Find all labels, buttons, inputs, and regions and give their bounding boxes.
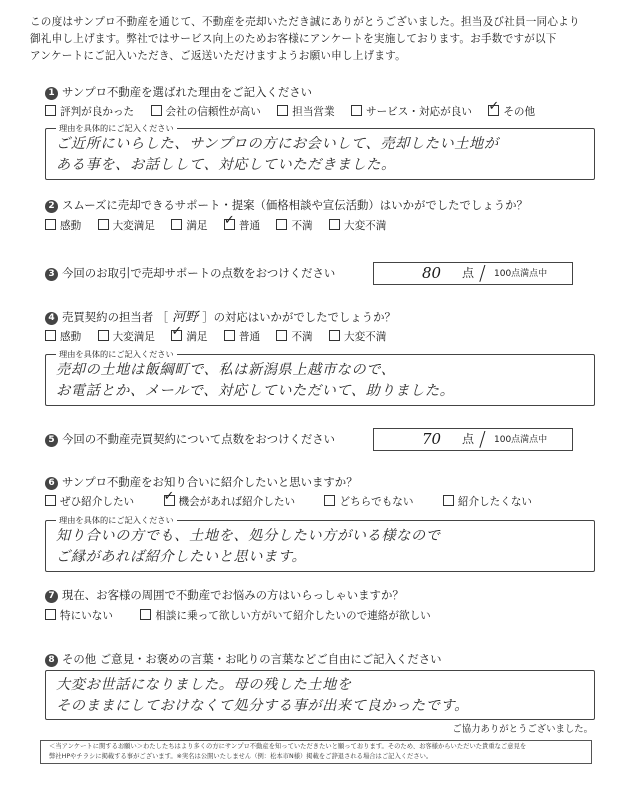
checkbox-checked[interactable] bbox=[488, 105, 499, 116]
question-3 bbox=[45, 265, 335, 281]
checkbox[interactable] bbox=[329, 219, 340, 230]
question-2 bbox=[45, 197, 528, 213]
q4-options bbox=[45, 330, 399, 345]
q2-option[interactable]: 大変不満 bbox=[329, 219, 386, 234]
slash-divider: / bbox=[479, 261, 486, 285]
checkbox[interactable] bbox=[140, 609, 151, 620]
question-1 bbox=[45, 84, 312, 100]
checkbox[interactable] bbox=[98, 219, 109, 230]
score-unit: 点 bbox=[462, 432, 475, 446]
q4-option[interactable]: 不満 bbox=[276, 330, 312, 345]
footer-line: 弊社HPやチラシに掲載する事がございます。※実名は公開いたしません（例：松本市N様）掲載をご辞退される場合はご記入ください。 bbox=[49, 753, 433, 760]
intro-line: アンケートにご記入いただき、ご返送いただけますようお願い申し上げます。 bbox=[30, 50, 406, 62]
q3-score-field[interactable] bbox=[373, 262, 573, 285]
score-unit: 点 bbox=[462, 266, 475, 280]
handwritten-answer: そのままにしておけなくて処分する事が出来て良かったです。 bbox=[56, 698, 469, 714]
checkbox[interactable] bbox=[224, 330, 235, 341]
q1-option[interactable]: サービス・対応が良い bbox=[351, 105, 472, 120]
q6-reason-box[interactable] bbox=[45, 515, 595, 572]
question-number: 2 bbox=[45, 200, 58, 213]
q7-option[interactable]: 特にいない bbox=[45, 609, 113, 624]
checkbox[interactable] bbox=[45, 495, 56, 506]
q6-options bbox=[45, 495, 545, 510]
question-label: 現在、お客様の周囲で不動産でお悩みの方はいらっしゃいますか？ bbox=[62, 588, 404, 602]
question-label: その他 ご意見・お褒めの言葉・お叱りの言葉などご自由にご記入ください bbox=[62, 652, 442, 666]
q5-score-field[interactable] bbox=[373, 428, 573, 451]
checkbox[interactable] bbox=[277, 105, 288, 116]
score-value: 80 bbox=[422, 264, 442, 282]
question-number: 3 bbox=[45, 268, 58, 281]
checkbox[interactable] bbox=[329, 330, 340, 341]
checkbox[interactable] bbox=[324, 495, 335, 506]
q1-reason-box[interactable] bbox=[45, 123, 595, 180]
q4-option[interactable]: 感動 bbox=[45, 330, 81, 345]
question-label: 売買契約の担当者 bbox=[62, 310, 154, 324]
checkbox-checked[interactable] bbox=[164, 495, 175, 506]
q6-option[interactable]: どちらでもない bbox=[324, 495, 413, 510]
handwritten-answer: お電話とか、メールで、対応していただいて、助りました。 bbox=[56, 383, 455, 399]
handwritten-answer: ご近所にいらした、サンプロの方にお会いして、売却したい土地が bbox=[56, 136, 499, 152]
score-max: 100点満点中 bbox=[494, 435, 548, 445]
reason-box-label: 理由を具体的にご記入ください bbox=[56, 349, 177, 360]
question-label: サンプロ不動産をお知り合いに紹介したいと思いますか？ bbox=[62, 475, 358, 489]
score-value: 70 bbox=[422, 430, 442, 448]
q2-option[interactable]: 大変満足 bbox=[98, 219, 155, 234]
slash-divider: / bbox=[479, 427, 486, 451]
q6-option[interactable]: ✓ 機会があれば紹介したい bbox=[164, 495, 296, 510]
q2-option[interactable]: 満足 bbox=[171, 219, 207, 234]
checkbox[interactable] bbox=[276, 219, 287, 230]
intro-line: 御礼申し上げます。弊社ではサービス向上のためお客様にアンケートを実施しております。お手数ですが以下 bbox=[30, 33, 557, 45]
question-4 bbox=[45, 309, 396, 326]
handwritten-answer: ご縁があれば紹介したいと思います。 bbox=[56, 549, 307, 565]
question-label: サンプロ不動産を選ばれた理由をご記入ください bbox=[62, 85, 313, 99]
checkbox[interactable] bbox=[98, 330, 109, 341]
q4-reason-box[interactable] bbox=[45, 349, 595, 406]
q7-option[interactable]: 相談に乗って欲しい方がいて紹介したいので連絡が欲しい bbox=[140, 609, 430, 624]
checkbox[interactable] bbox=[276, 330, 287, 341]
checkbox[interactable] bbox=[171, 219, 182, 230]
question-number: 7 bbox=[45, 590, 58, 603]
q1-option[interactable]: 会社の信頼性が高い bbox=[151, 105, 261, 120]
reason-box-label: 理由を具体的にご記入ください bbox=[56, 515, 177, 526]
checkbox[interactable] bbox=[45, 330, 56, 341]
checkbox[interactable] bbox=[45, 609, 56, 620]
question-7 bbox=[45, 587, 404, 603]
checkbox-checked[interactable] bbox=[224, 219, 235, 230]
intro-line: この度はサンプロ不動産を通じて、不動産を売却いただき誠にありがとうございました。担当及び社員一同心より bbox=[30, 16, 580, 28]
q4-option[interactable]: 大変満足 bbox=[98, 330, 155, 345]
handwritten-answer: 知り合いの方でも、土地を、処分したい方がいる様なので bbox=[56, 528, 441, 544]
checkbox[interactable] bbox=[45, 105, 56, 116]
question-number: 1 bbox=[45, 87, 58, 100]
q7-options bbox=[45, 609, 444, 624]
handwritten-answer: 大変お世話になりました。母の残した土地を bbox=[56, 677, 352, 693]
q1-options bbox=[45, 105, 548, 120]
footer-notice bbox=[40, 740, 592, 764]
q1-option[interactable]: ✓ その他 bbox=[488, 105, 535, 120]
question-5 bbox=[45, 431, 335, 447]
footer-line: ＜当アンケートに関するお願い＞わたしたちはより多くの方にサンプロ不動産を知っていただきたいと願っております。そのため、お客様からいただいた貴重なご意見を bbox=[49, 743, 527, 750]
q2-option[interactable]: ✓ 普通 bbox=[224, 219, 260, 234]
question-number: 8 bbox=[45, 654, 58, 667]
q2-option[interactable]: 感動 bbox=[45, 219, 81, 234]
checkbox-checked[interactable] bbox=[171, 330, 182, 341]
question-label: スムーズに売却できるサポート・提案（価格相談や宣伝活動）はいかがでしたでしょうか？ bbox=[62, 198, 528, 212]
question-label: の対応はいかがでしたでしょうか？ bbox=[213, 310, 396, 324]
q8-comment-box[interactable] bbox=[45, 670, 595, 720]
q4-option[interactable]: 大変不満 bbox=[329, 330, 386, 345]
question-label: 今回の不動産売買契約について点数をおつけください bbox=[62, 432, 336, 446]
q1-option[interactable]: 担当営業 bbox=[277, 105, 334, 120]
question-8 bbox=[45, 651, 442, 667]
rep-bracket: ］ bbox=[202, 310, 214, 324]
score-max: 100点満点中 bbox=[494, 269, 548, 279]
q6-option[interactable]: ぜひ紹介したい bbox=[45, 495, 134, 510]
question-number: 5 bbox=[45, 434, 58, 447]
q6-option[interactable]: 紹介したくない bbox=[443, 495, 532, 510]
checkbox[interactable] bbox=[443, 495, 454, 506]
handwritten-answer: 売却の土地は飯綱町で、私は新潟県上越市なので、 bbox=[56, 362, 396, 378]
q2-options bbox=[45, 219, 399, 234]
question-number: 6 bbox=[45, 477, 58, 490]
thanks-note: ご協力ありがとうございました。 bbox=[452, 724, 593, 735]
q2-option[interactable]: 不満 bbox=[276, 219, 312, 234]
q1-option[interactable]: 評判が良かった bbox=[45, 105, 134, 120]
q4-option[interactable]: 普通 bbox=[224, 330, 260, 345]
rep-name-field[interactable]: 河野 bbox=[172, 310, 199, 325]
question-6 bbox=[45, 474, 358, 490]
checkbox[interactable] bbox=[351, 105, 362, 116]
question-number: 4 bbox=[45, 312, 58, 325]
intro-text bbox=[30, 14, 620, 65]
q4-option[interactable]: ✓ 満足 bbox=[171, 330, 207, 345]
handwritten-answer: ある事を、お話しして、対応していただきました。 bbox=[56, 157, 396, 173]
checkbox[interactable] bbox=[45, 219, 56, 230]
rep-bracket: ［ bbox=[156, 310, 169, 324]
question-label: 今回のお取引で売却サポートの点数をおつけください bbox=[62, 266, 336, 280]
reason-box-label: 理由を具体的にご記入ください bbox=[56, 123, 177, 134]
checkbox[interactable] bbox=[151, 105, 162, 116]
